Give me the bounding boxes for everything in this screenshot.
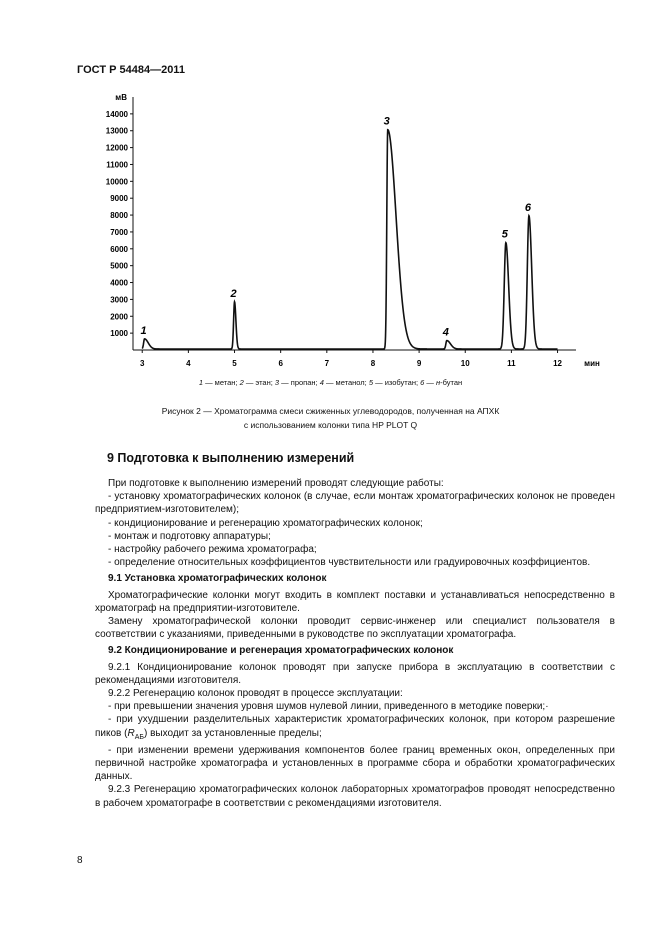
x-tick-label: 4 bbox=[186, 359, 191, 368]
x-tick-label: 8 bbox=[370, 359, 376, 368]
legend-item-2: 2 — этан; bbox=[239, 378, 275, 387]
chromatogram-trace bbox=[142, 130, 557, 349]
list-item: - при ухудшении разделительных характеристик хроматографических колонок, при котором разрешение пиков $(R_{АБ})$ выходит за установленные пределы; bbox=[95, 714, 615, 741]
y-tick-label: 3000 bbox=[110, 295, 128, 305]
subsection-title-9-2: 9.2 Кондиционирование и регенерация хроматографических колонок bbox=[108, 645, 454, 657]
list-item: - определение относительных коэффициентов чувствительности или градуировочных коэффициентов. bbox=[108, 557, 591, 569]
y-axis-unit: мВ bbox=[115, 93, 127, 102]
section-body bbox=[95, 477, 615, 810]
x-tick-label: 12 bbox=[553, 359, 562, 368]
paragraph: Хроматографические колонки могут входить в комплект поставки и устанавливаться непосредственно в хроматограф на предприятии-изготовителе. bbox=[95, 589, 615, 614]
paragraph: 9.2.1 Кондиционирование колонок проводят при запуске прибора в эксплуатацию в соответствии с рекомендациями изготовителя. bbox=[95, 661, 615, 686]
list-item: - кондиционирование и регенерацию хроматографических колонок; bbox=[108, 517, 423, 529]
peak-label: 4 bbox=[442, 326, 449, 339]
y-tick-label: 9000 bbox=[110, 194, 128, 204]
list-item: - при превышении значения уровня шумов нулевой линии, приведенного в методике поверки;· bbox=[108, 701, 549, 713]
y-tick-label: 14000 bbox=[105, 109, 128, 119]
figure-legend bbox=[0, 378, 661, 387]
intro-paragraph: При подготовке к выполнению измерений проводят следующие работы: bbox=[108, 478, 444, 489]
list-item: - при изменении времени удерживания компонентов более границ временных окон, определенных при первичной настройке хроматографа и установленных в программе сбора и обработки хроматографических данных. bbox=[95, 744, 615, 783]
legend-item-5: 5 — изобутан; bbox=[368, 378, 421, 387]
peak-label: 6 bbox=[524, 201, 531, 214]
x-tick-label: 7 bbox=[324, 359, 330, 368]
y-tick-label: 13000 bbox=[105, 126, 128, 136]
peak-label: 3 bbox=[383, 115, 390, 128]
y-tick-label: 5000 bbox=[110, 261, 128, 271]
y-tick-label: 12000 bbox=[105, 143, 128, 153]
page-number: 8 bbox=[77, 855, 83, 866]
x-axis-unit: мин bbox=[584, 359, 600, 368]
paragraph: 9.2.2 Регенерацию колонок проводят в процессе эксплуатации: bbox=[108, 688, 403, 700]
legend-item-3: 3 — пропан; bbox=[274, 378, 320, 387]
y-tick-label: 10000 bbox=[105, 177, 128, 187]
peak-labels bbox=[140, 116, 531, 339]
peak-label: 5 bbox=[501, 228, 508, 241]
subsection-title-9-1: 9.1 Установка хроматографических колонок bbox=[108, 573, 327, 585]
legend-item-4: 4 — метанол; bbox=[319, 378, 369, 387]
peak-label: 2 bbox=[230, 287, 237, 300]
x-tick-label: 10 bbox=[460, 359, 470, 368]
section-title: 9 Подготовка к выполнению измерений bbox=[107, 451, 355, 465]
y-tick-label: 2000 bbox=[110, 312, 128, 322]
x-tick-label: 9 bbox=[416, 359, 422, 368]
figure-caption-line1: Рисунок 2 — Хроматограмма смеси сжиженных углеводородов, полученная на АПХК bbox=[161, 406, 500, 416]
y-tick-label: 8000 bbox=[110, 211, 128, 221]
list-item: - монтаж и подготовку аппаратуры; bbox=[108, 530, 271, 542]
peak-label: 1 bbox=[140, 324, 147, 337]
legend-item-6: 6 — н-бутан bbox=[420, 378, 463, 387]
chromatogram-chart bbox=[0, 0, 661, 380]
x-tick-label: 5 bbox=[232, 359, 237, 368]
paragraph: Замену хроматографической колонки проводит сервис-инженер или специалист пользователя в соответствии с указаниями, приведенными в руководстве по эксплуатации хроматографа. bbox=[95, 616, 615, 641]
y-tick-label: 1000 bbox=[110, 329, 128, 339]
x-tick-label: 11 bbox=[507, 359, 516, 368]
legend-item-1: 1 — метан; bbox=[198, 378, 240, 387]
paragraph: 9.2.3 Регенерацию хроматографических колонок лабораторных хроматографов проводят непосредственно в рабочем хроматографе в соответствии с рекомендациями изготовителя. bbox=[95, 784, 615, 809]
list-item: - настройку рабочего режима хроматографа; bbox=[108, 544, 317, 556]
y-tick-label: 4000 bbox=[110, 278, 128, 288]
x-tick-label: 6 bbox=[278, 359, 283, 368]
y-tick-label: 6000 bbox=[110, 244, 128, 254]
list-item: - установку хроматографических колонок (в случае, если монтаж хроматографических колонок не проведен предприятием-изготовителем); bbox=[95, 491, 615, 516]
figure-caption-line2: с использованием колонки типа HP PLOT Q bbox=[243, 420, 418, 430]
y-tick-label: 7000 bbox=[110, 227, 128, 237]
document-header: ГОСТ Р 54484—2011 bbox=[77, 64, 185, 76]
y-tick-label: 11000 bbox=[106, 160, 128, 170]
x-tick-label: 3 bbox=[140, 359, 145, 368]
